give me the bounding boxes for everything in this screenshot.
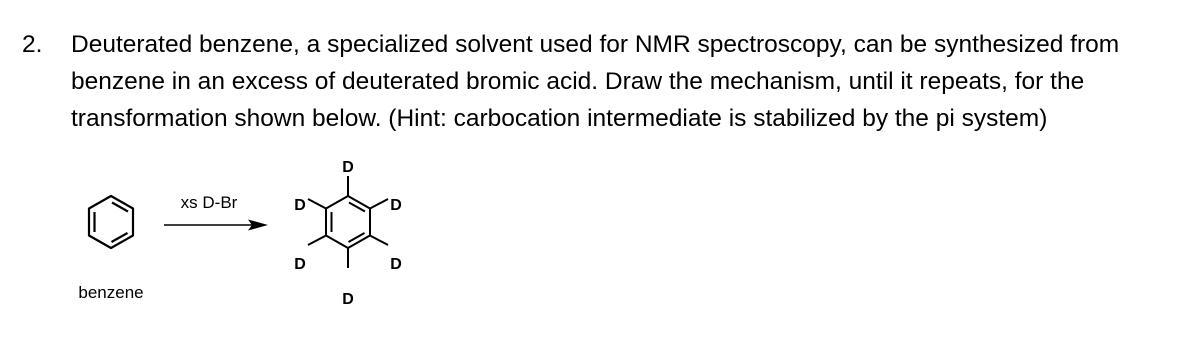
question-line-3: transformation shown below. (Hint: carbocation intermediate is stabilized by the pi system): [71, 105, 1048, 132]
benzene-structure: [89, 196, 133, 248]
question-number: 2.: [22, 31, 43, 58]
label-d-lower-left: D: [294, 256, 306, 273]
deuterated-benzene-structure: [308, 176, 388, 268]
question-line-2: benzene in an excess of deuterated bromic acid. Draw the mechanism, until it repeats, for the: [71, 68, 1085, 95]
reaction-arrow: [164, 220, 268, 231]
bond-upper-right: [370, 199, 388, 209]
bond-lower-right: [370, 236, 388, 246]
label-d-lower-right: D: [390, 256, 402, 273]
product-ring: [326, 196, 370, 248]
bond-upper-left: [308, 199, 326, 209]
benzene-label: benzene: [78, 283, 144, 302]
label-d-upper-right: D: [390, 197, 402, 214]
label-d-upper-left: D: [294, 197, 306, 214]
reagent-label: xs D-Br: [180, 193, 238, 212]
label-d-top: D: [342, 159, 354, 176]
bond-lower-left: [308, 236, 326, 246]
question-line-1: Deuterated benzene, a specialized solvent used for NMR spectroscopy, can be synthesized from: [71, 31, 1120, 58]
label-d-bottom: D: [342, 291, 354, 308]
